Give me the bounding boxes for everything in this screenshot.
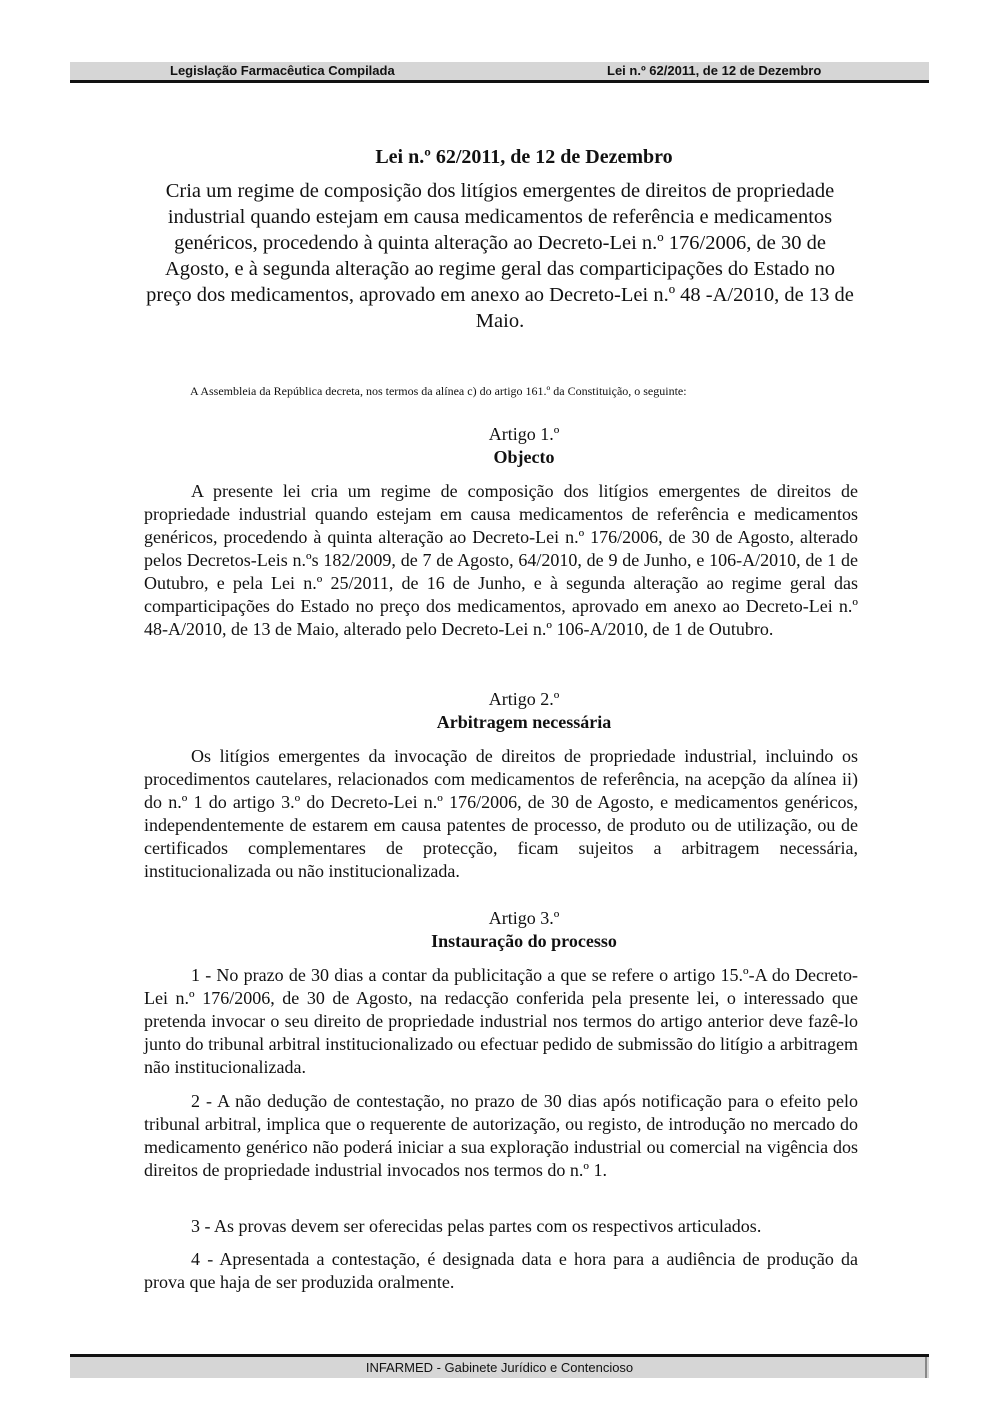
article-2-heading <box>140 688 908 734</box>
footer-text: INFARMED - Gabinete Jurídico e Contencioso <box>365 1360 634 1375</box>
page-header <box>70 62 929 83</box>
article-1-paragraph: A presente lei cria um regime de composição dos litígios emergentes de direitos de propriedade industrial quando estejam em causa medicamentos de referência e medicamentos genéricos, procedendo à quinta alteração ao Decreto-Lei n.º 176/2006, de 30 de Agosto, alterado pelos Decretos-Leis n.ºs 182/2009, de 7 de Agosto, 64/2010, de 9 de Junho, e 106-A/2010, de 1 de Outubro, e pela Lei n.º 25/2011, de 16 de Junho, e à segunda alteração ao regime geral das comparticipações do Estado no preço dos medicamentos, aprovado em anexo ao Decreto-Lei n.º 48-A/2010, de 13 de Maio, alterado pelo Decreto-Lei n.º 106-A/2010, de 1 de Outubro. <box>144 481 858 639</box>
article-3-heading <box>140 907 908 953</box>
header-law-reference: Lei n.º 62/2011, de 12 de Dezembro <box>607 63 822 78</box>
article-3-paragraph-3: 3 - As provas devem ser oferecidas pelas partes com os respectivos articulados. <box>191 1216 762 1236</box>
document-title: Lei n.º 62/2011, de 12 de Dezembro <box>375 146 673 168</box>
article-3-paragraph-1: 1 - No prazo de 30 dias a contar da publicitação a que se refere o artigo 15.º-A do Decreto-Lei n.º 176/2006, de 30 de Agosto, na redacção conferida pela presente lei, o interessado que pretenda invocar o seu direito de propriedade industrial nos termos do artigo anterior deve fazê-lo junto do tribunal arbitral institucionalizado ou efectuar pedido de submissão do litígio a arbitragem não institucionalizada. <box>144 965 858 1077</box>
article-number: Artigo 1.º <box>488 424 560 444</box>
article-2-paragraph: Os litígios emergentes da invocação de direitos de propriedade industrial, incluindo os procedimentos cautelares, relacionados com medicamentos de referência, na acepção da alínea ii) do n.º 1 do artigo 3.º do Decreto-Lei n.º 176/2006, de 30 de Agosto, e medicamentos genéricos, independentemente de estarem em causa patentes de processo, de produto ou de utilização, ou de certificados complementares de protecção, ficam sujeitos a arbitragem necessária, institucionalizada ou não institucionalizada. <box>144 746 858 881</box>
document-subtitle: Cria um regime de composição dos litígios emergentes de direitos de propriedade industrial quando estejam em causa medicamentos de referência e medicamentos genéricos, procedendo à quinta alteração ao Decreto-Lei n.º 176/2006, de 30 de Agosto, e à segunda alteração ao regime geral das comparticipações do Estado no preço dos medicamentos, aprovado em anexo ao Decreto-Lei n.º 48 -A/2010, de 13 de Maio. <box>146 180 854 332</box>
article-3-paragraph-4: 4 - Apresentada a contestação, é designada data e hora para a audiência de produção da prova que haja de ser produzida oralmente. <box>144 1249 858 1292</box>
article-title: Instauração do processo <box>431 931 617 951</box>
page-footer <box>70 1354 929 1378</box>
article-number: Artigo 2.º <box>488 689 560 709</box>
article-title: Objecto <box>493 447 555 467</box>
footer-divider <box>925 1357 927 1378</box>
article-number: Artigo 3.º <box>488 908 560 928</box>
article-title: Arbitragem necessária <box>436 712 612 732</box>
article-3-paragraph-2: 2 - A não dedução de contestação, no prazo de 30 dias após notificação para o efeito pelo tribunal arbitral, implica que o requerente de autorização, ou registo, de introdução no mercado do medicamento genérico não poderá iniciar a sua exploração industrial ou comercial na vigência dos direitos de propriedade industrial invocados nos termos do n.º 1. <box>144 1091 858 1180</box>
header-publication-title: Legislação Farmacêutica Compilada <box>170 63 395 78</box>
preamble: A Assembleia da República decreta, nos termos da alínea c) do artigo 161.º da Constituição, o seguinte: <box>190 384 687 398</box>
article-1-heading <box>140 423 908 469</box>
